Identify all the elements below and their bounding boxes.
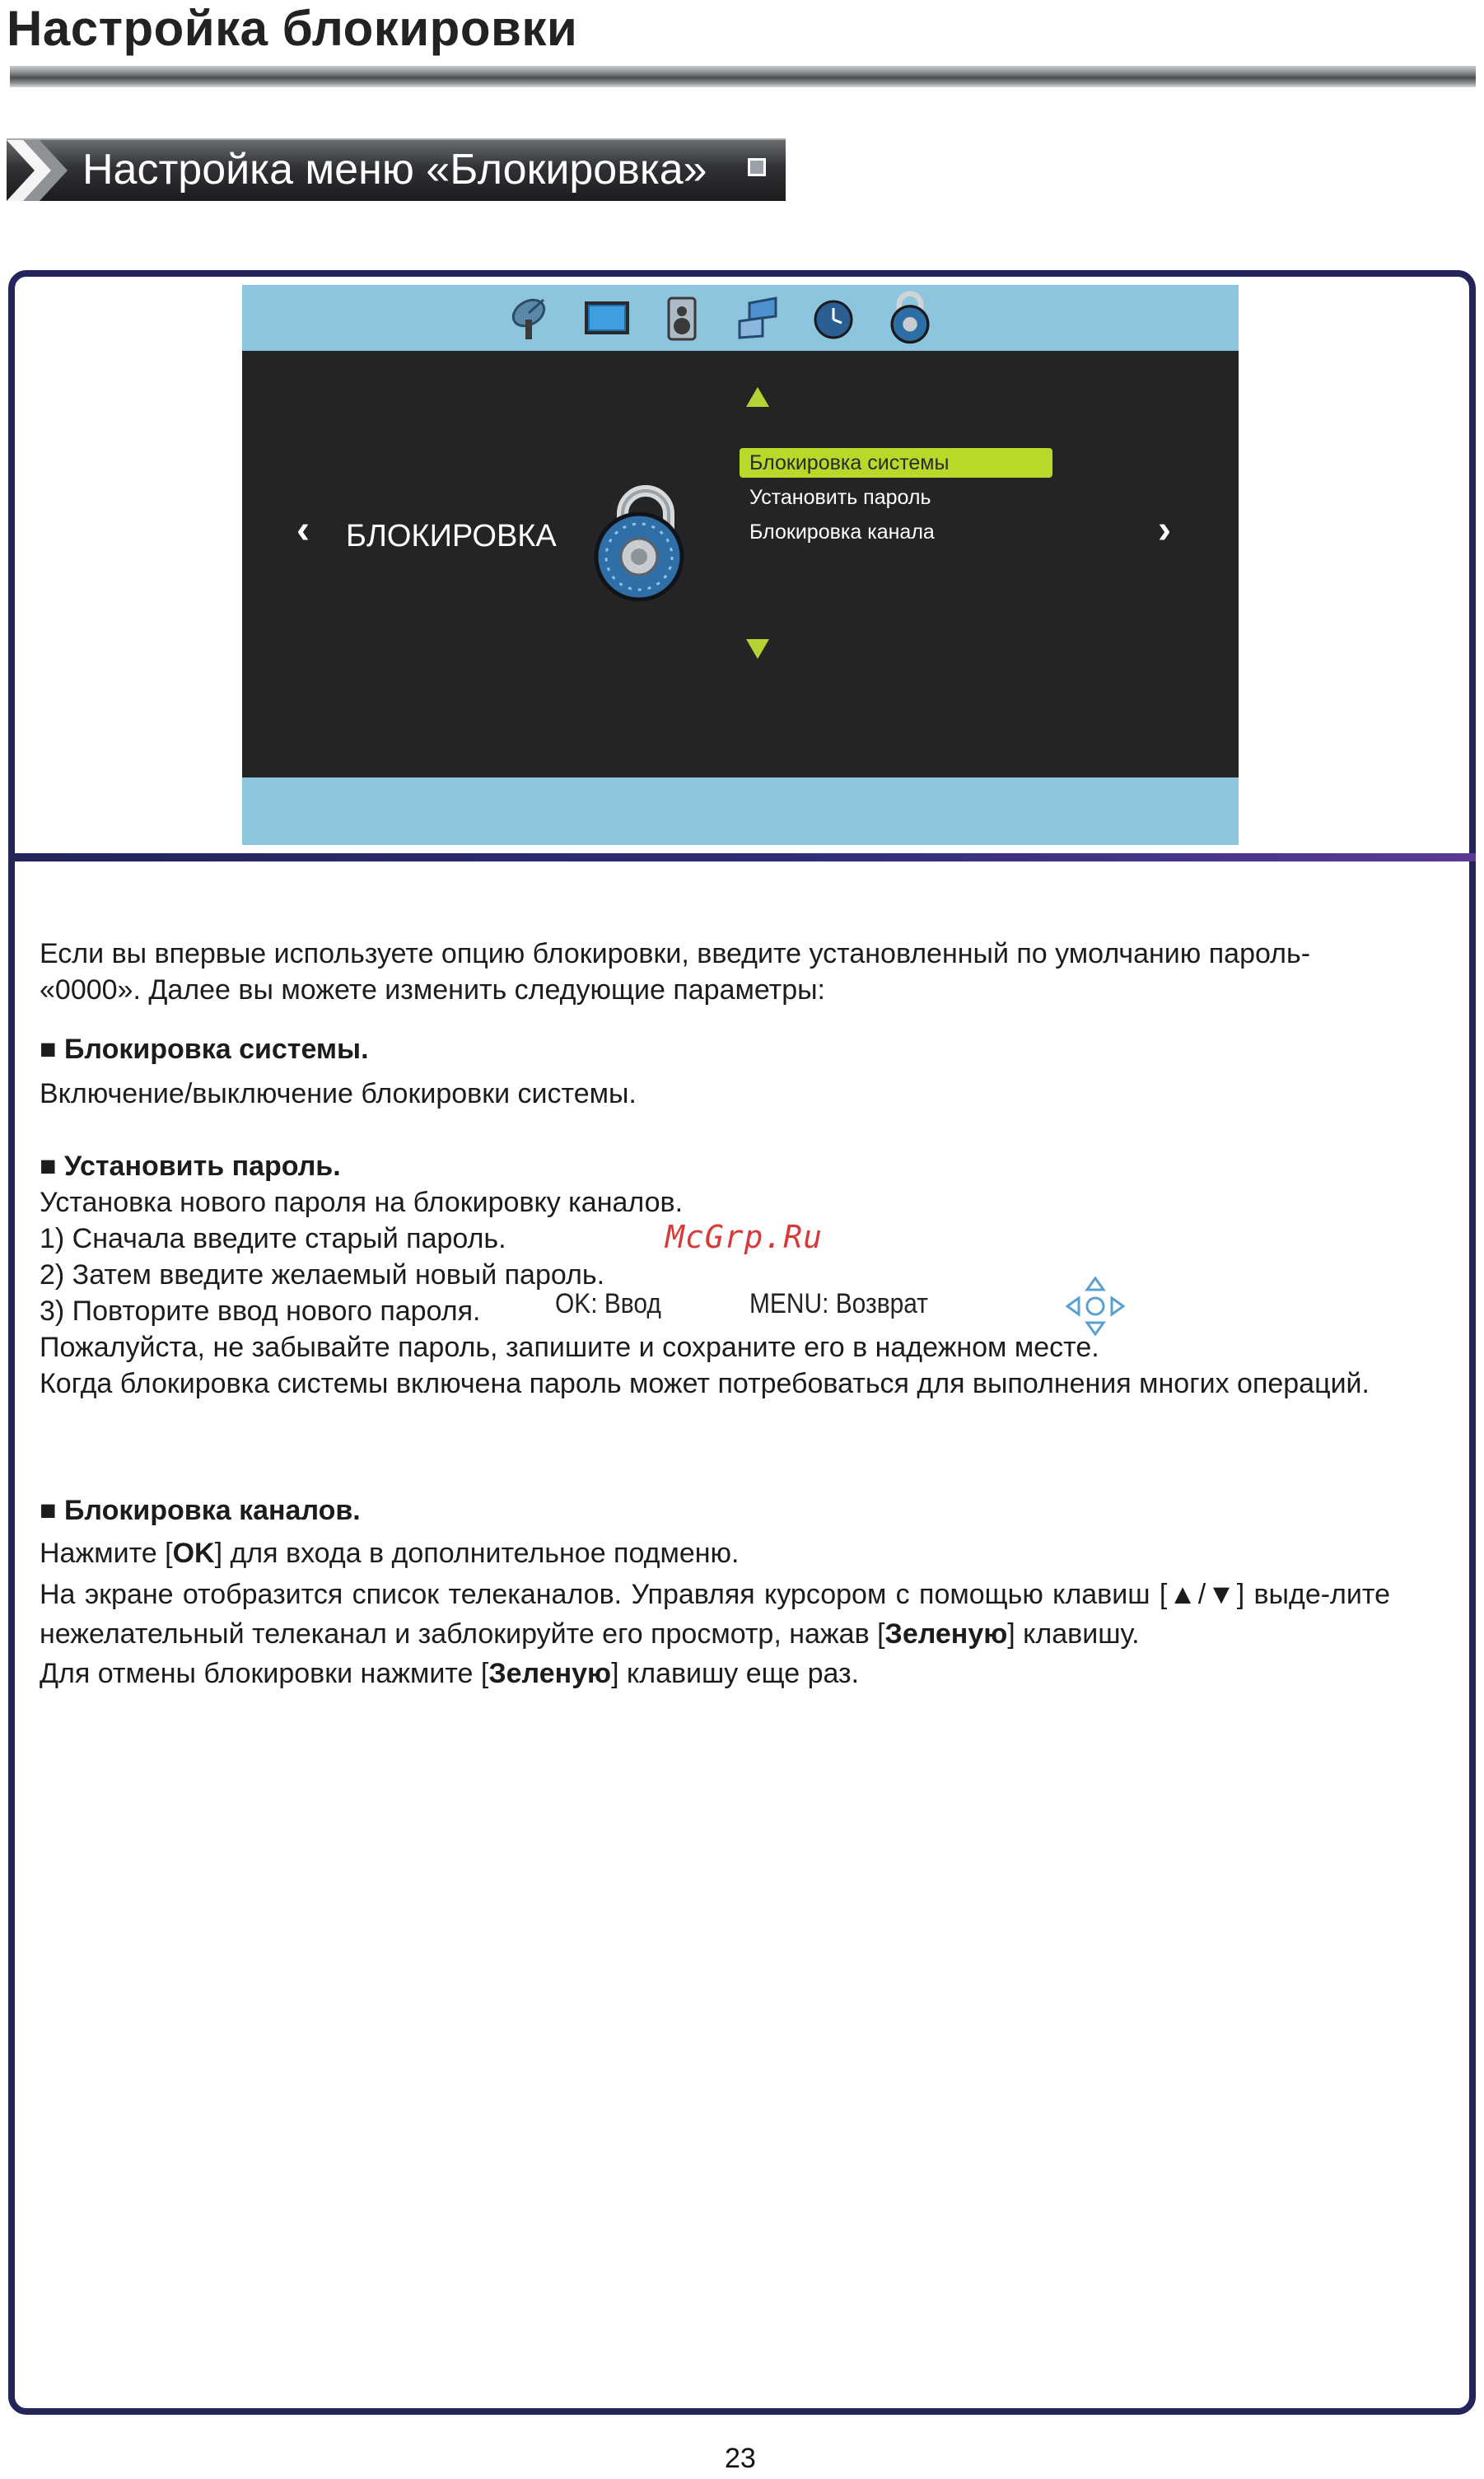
chevron-right-icon xyxy=(7,140,81,201)
menu-tab-bar xyxy=(242,285,1239,351)
sound-icon[interactable] xyxy=(656,292,708,344)
padlock-icon xyxy=(588,481,698,605)
password-line-3: 2) Затем введите желаемый новый пароль. xyxy=(40,1259,605,1291)
page-number: 23 xyxy=(725,2443,756,2474)
page-title: Настройка блокировки xyxy=(7,1,578,56)
time-icon[interactable] xyxy=(807,292,860,344)
chevron-right-icon[interactable]: › xyxy=(1158,508,1171,552)
frame-divider xyxy=(8,853,1476,861)
password-line-4: 3) Повторите ввод нового пароля. xyxy=(40,1296,481,1327)
scroll-down-arrow[interactable] xyxy=(746,639,769,659)
menu-item-system-lock[interactable]: Блокировка системы xyxy=(740,448,1052,478)
hint-ok: OK: Ввод xyxy=(555,1288,661,1319)
satellite-icon[interactable] xyxy=(504,292,557,344)
title-rule xyxy=(10,66,1476,87)
system-lock-heading: ■ Блокировка системы. xyxy=(40,1034,369,1065)
channel-paragraph-1: Нажмите [OK] для входа в дополнительное подменю. xyxy=(40,1538,740,1569)
password-heading: ■ Установить пароль. xyxy=(40,1151,341,1182)
navigation-arrows-icon xyxy=(1066,1277,1125,1336)
section-title: Настройка меню «Блокировка» xyxy=(82,146,707,194)
channel-paragraph-3: Для отмены блокировки нажмите [Зеленую] клавишу еще раз. xyxy=(40,1658,860,1689)
channel-heading: ■ Блокировка каналов. xyxy=(40,1495,361,1526)
menu-heading: БЛОКИРОВКА xyxy=(346,519,557,553)
password-line-2: 1) Сначала введите старый пароль. xyxy=(40,1223,506,1254)
picture-icon[interactable] xyxy=(580,292,632,344)
green-key-label: Зеленую xyxy=(884,1618,1008,1650)
option-icon[interactable] xyxy=(731,292,784,344)
password-line-1: Установка нового пароля на блокировку каналов. xyxy=(40,1187,684,1218)
chevron-left-icon[interactable]: ‹ xyxy=(296,508,310,552)
channel-paragraph-2: На экране отобразится список телеканалов. Управляя курсором с помощью клавиш [▲/▼] выде-лите нежелательный телеканал и заблокируйте его просмотр, нажав [Зеленую] клавишу. xyxy=(40,1579,1390,1650)
hint-menu: MENU: Возврат xyxy=(749,1288,928,1319)
green-key-label-2: Зеленую xyxy=(488,1658,612,1689)
watermark: McGrp.Ru xyxy=(665,1219,824,1255)
lock-icon[interactable] xyxy=(881,288,939,346)
system-lock-text: Включение/выключение блокировки системы. xyxy=(40,1078,637,1109)
password-line-5: Пожалуйста, не забывайте пароль, запишите и сохраните его в надежном месте. xyxy=(40,1332,1099,1363)
menu-item-set-password[interactable]: Установить пароль xyxy=(749,486,931,509)
intro-line-1: Если вы впервые используете опцию блокировки, введите установленный по умолчанию пароль- xyxy=(40,938,1311,969)
section-banner xyxy=(7,138,786,201)
square-icon xyxy=(748,158,766,176)
scroll-up-arrow[interactable] xyxy=(746,387,769,407)
password-line-6: Когда блокировка системы включена пароль может потребоваться для выполнения многих операций. xyxy=(40,1368,1370,1399)
ok-key-label: OK xyxy=(172,1538,215,1569)
intro-line-2: «0000». Далее вы можете изменить следующие параметры: xyxy=(40,974,825,1006)
menu-body xyxy=(242,351,1239,777)
menu-item-channel-lock[interactable]: Блокировка канала xyxy=(749,521,935,544)
